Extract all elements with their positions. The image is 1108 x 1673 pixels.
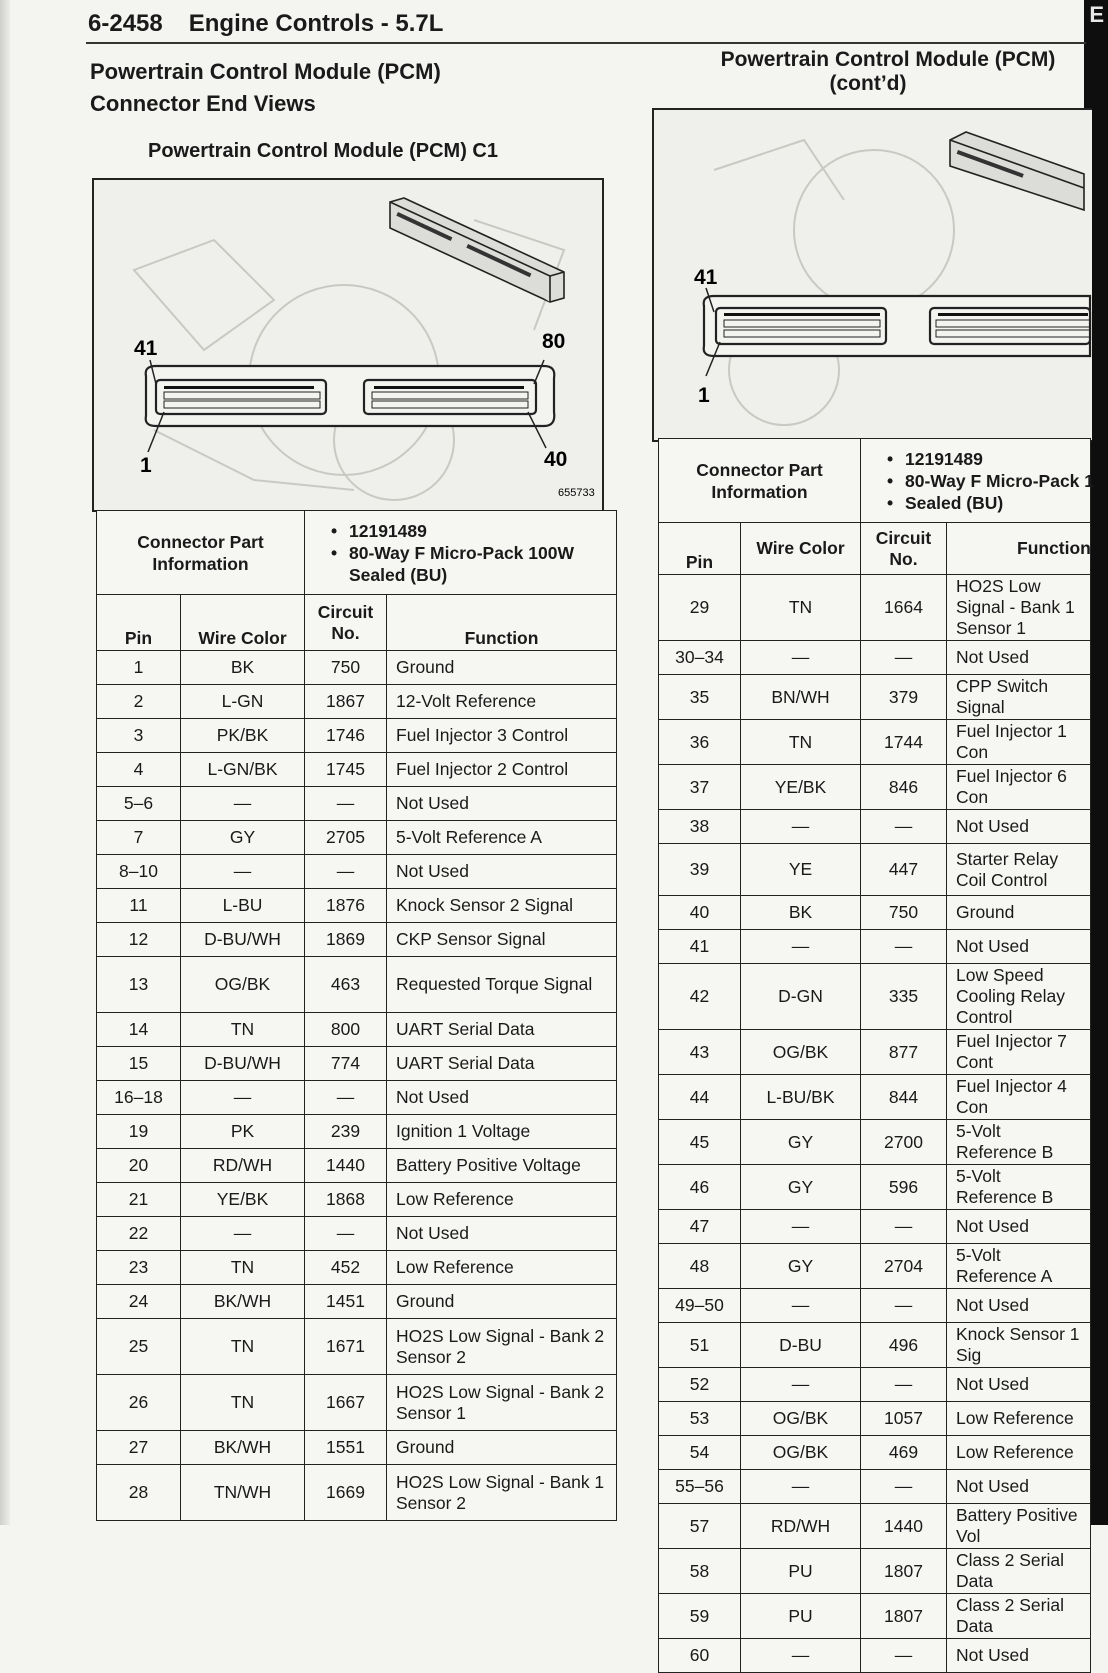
left-title-line1: Powertrain Control Module (PCM) bbox=[90, 59, 441, 84]
function-cell: Fuel Injector 2 Control bbox=[387, 753, 617, 787]
table-row bbox=[97, 1217, 617, 1251]
function-cell: Requested Torque Signal bbox=[387, 957, 617, 1013]
circuit-cell: 2700 bbox=[861, 1120, 947, 1165]
pin-label-40: 40 bbox=[544, 448, 568, 471]
wire-color-cell: PU bbox=[741, 1549, 861, 1594]
pin-cell: 51 bbox=[659, 1323, 741, 1368]
table-row bbox=[97, 1465, 617, 1521]
cpi-label-line2: Information bbox=[152, 553, 249, 574]
table-row bbox=[659, 896, 1091, 930]
table-row bbox=[659, 1210, 1091, 1244]
circuit-cell: 452 bbox=[305, 1251, 387, 1285]
wire-color-cell: L-BU bbox=[181, 889, 305, 923]
wire-color-cell: L-GN bbox=[181, 685, 305, 719]
table-row bbox=[97, 889, 617, 923]
wire-color-cell: GY bbox=[741, 1165, 861, 1210]
col-header-circuit bbox=[861, 523, 947, 575]
pin-label-1: 1 bbox=[140, 454, 152, 477]
col-header-circuit bbox=[305, 595, 387, 651]
circuit-cell: — bbox=[861, 930, 947, 964]
function-cell: 5-Volt Reference A bbox=[947, 1244, 1091, 1289]
function-cell: 5-Volt Reference B bbox=[947, 1120, 1091, 1165]
function-cell: 5-Volt Reference B bbox=[947, 1165, 1091, 1210]
col-header-function: Function bbox=[947, 523, 1091, 575]
circuit-cell: 1664 bbox=[861, 575, 947, 641]
table-row bbox=[659, 1289, 1091, 1323]
cpi-label-cell bbox=[97, 511, 305, 595]
wire-color-cell: — bbox=[741, 641, 861, 675]
pin-cell: 7 bbox=[97, 821, 181, 855]
pin-cell: 8–10 bbox=[97, 855, 181, 889]
circuit-cell: 877 bbox=[861, 1030, 947, 1075]
wire-color-cell: TN bbox=[181, 1319, 305, 1375]
circuit-cell: — bbox=[861, 1289, 947, 1323]
pin-cell: 59 bbox=[659, 1594, 741, 1639]
pin-cell: 35 bbox=[659, 675, 741, 720]
function-cell: Not Used bbox=[947, 1289, 1091, 1323]
pin-cell: 43 bbox=[659, 1030, 741, 1075]
table-row bbox=[97, 787, 617, 821]
cpi-item: • 80-Way F Micro-Pack 1 bbox=[887, 470, 1086, 492]
circuit-cell: — bbox=[305, 787, 387, 821]
circuit-cell: — bbox=[861, 1368, 947, 1402]
circuit-cell: 844 bbox=[861, 1075, 947, 1120]
wire-color-cell: YE bbox=[741, 844, 861, 896]
circuit-cell: — bbox=[305, 1217, 387, 1251]
pin-cell: 23 bbox=[97, 1251, 181, 1285]
circuit-cell: 596 bbox=[861, 1165, 947, 1210]
circuit-cell: 1451 bbox=[305, 1285, 387, 1319]
function-cell: Fuel Injector 7 Cont bbox=[947, 1030, 1091, 1075]
pin-cell: 20 bbox=[97, 1149, 181, 1183]
function-cell: UART Serial Data bbox=[387, 1013, 617, 1047]
function-cell: Not Used bbox=[947, 930, 1091, 964]
circuit-cell: 239 bbox=[305, 1115, 387, 1149]
wire-color-cell: GY bbox=[741, 1244, 861, 1289]
pin-cell: 57 bbox=[659, 1504, 741, 1549]
table-row bbox=[659, 1436, 1091, 1470]
pin-label-1: 1 bbox=[698, 384, 710, 407]
table-row bbox=[659, 720, 1091, 765]
col-header-pin: Pin bbox=[97, 595, 181, 651]
pin-cell: 47 bbox=[659, 1210, 741, 1244]
function-cell: Fuel Injector 4 Con bbox=[947, 1075, 1091, 1120]
table-row bbox=[659, 930, 1091, 964]
function-cell: HO2S Low Signal - Bank 2 Sensor 2 bbox=[387, 1319, 617, 1375]
pin-cell: 38 bbox=[659, 810, 741, 844]
cpi-label-cell bbox=[659, 439, 861, 523]
function-cell: HO2S Low Signal - Bank 2 Sensor 1 bbox=[387, 1375, 617, 1431]
table-row bbox=[659, 641, 1091, 675]
table-row bbox=[97, 821, 617, 855]
connector-drawing bbox=[94, 180, 602, 510]
table-row bbox=[97, 1013, 617, 1047]
wire-color-cell: L-GN/BK bbox=[181, 753, 305, 787]
circuit-cell: — bbox=[861, 810, 947, 844]
wire-color-cell: OG/BK bbox=[741, 1436, 861, 1470]
wire-color-cell: PK/BK bbox=[181, 719, 305, 753]
table-row bbox=[659, 964, 1091, 1030]
table-row bbox=[97, 1115, 617, 1149]
page-header bbox=[88, 10, 469, 38]
pin-cell: 5–6 bbox=[97, 787, 181, 821]
circuit-line1: Circuit bbox=[317, 601, 374, 622]
pin-cell: 49–50 bbox=[659, 1289, 741, 1323]
circuit-cell: 2704 bbox=[861, 1244, 947, 1289]
header-rule bbox=[86, 42, 1086, 44]
wire-color-cell: — bbox=[181, 855, 305, 889]
wire-color-cell: OG/BK bbox=[181, 957, 305, 1013]
cpi-values-cell bbox=[861, 439, 1095, 523]
left-title-line2: Connector End Views bbox=[90, 91, 316, 116]
pin-cell: 52 bbox=[659, 1368, 741, 1402]
circuit-cell: 496 bbox=[861, 1323, 947, 1368]
pin-cell: 3 bbox=[97, 719, 181, 753]
wire-color-cell: GY bbox=[741, 1120, 861, 1165]
table-row bbox=[659, 1030, 1091, 1075]
function-cell: Not Used bbox=[947, 1368, 1091, 1402]
table-row bbox=[659, 810, 1091, 844]
col-header-wire-color: Wire Color bbox=[181, 595, 305, 651]
wire-color-cell: D-GN bbox=[741, 964, 861, 1030]
wire-color-cell: BK/WH bbox=[181, 1285, 305, 1319]
circuit-cell: 1807 bbox=[861, 1549, 947, 1594]
circuit-cell: — bbox=[861, 641, 947, 675]
function-cell: Not Used bbox=[947, 1639, 1091, 1673]
table-row bbox=[97, 1183, 617, 1217]
function-cell: Not Used bbox=[387, 787, 617, 821]
function-cell: Ground bbox=[947, 896, 1091, 930]
cpi-label-line1: Connector Part bbox=[137, 531, 264, 552]
pin-cell: 26 bbox=[97, 1375, 181, 1431]
pin-table-right bbox=[658, 438, 1095, 1673]
function-cell: Knock Sensor 2 Signal bbox=[387, 889, 617, 923]
pin-cell: 46 bbox=[659, 1165, 741, 1210]
wire-color-cell: BK bbox=[741, 896, 861, 930]
function-cell: Not Used bbox=[387, 1217, 617, 1251]
circuit-cell: 1807 bbox=[861, 1594, 947, 1639]
left-subtitle: Powertrain Control Module (PCM) C1 bbox=[148, 140, 498, 162]
table-row bbox=[97, 1081, 617, 1115]
wire-color-cell: BK/WH bbox=[181, 1431, 305, 1465]
function-cell: Not Used bbox=[387, 855, 617, 889]
table-row bbox=[97, 1375, 617, 1431]
cpi-item: • 80-Way F Micro-Pack 100W Sealed (BU) bbox=[331, 542, 612, 586]
table-row bbox=[97, 923, 617, 957]
wire-color-cell: YE/BK bbox=[181, 1183, 305, 1217]
circuit-cell: 1746 bbox=[305, 719, 387, 753]
function-cell: Not Used bbox=[947, 641, 1091, 675]
circuit-cell: 1667 bbox=[305, 1375, 387, 1431]
circuit-cell: 335 bbox=[861, 964, 947, 1030]
circuit-cell: 1669 bbox=[305, 1465, 387, 1521]
wire-color-cell: OG/BK bbox=[741, 1030, 861, 1075]
pin-cell: 42 bbox=[659, 964, 741, 1030]
pin-cell: 19 bbox=[97, 1115, 181, 1149]
wire-color-cell: RD/WH bbox=[181, 1149, 305, 1183]
table-row bbox=[97, 1149, 617, 1183]
function-cell: Not Used bbox=[387, 1081, 617, 1115]
pin-label-80: 80 bbox=[542, 330, 566, 353]
circuit-cell: 750 bbox=[305, 651, 387, 685]
wire-color-cell: BN/WH bbox=[741, 675, 861, 720]
wire-color-cell: GY bbox=[181, 821, 305, 855]
pin-cell: 41 bbox=[659, 930, 741, 964]
table-row bbox=[659, 1120, 1091, 1165]
function-cell: Battery Positive Voltage bbox=[387, 1149, 617, 1183]
pin-cell: 21 bbox=[97, 1183, 181, 1217]
cpi-item: • 12191489 bbox=[331, 520, 612, 542]
pin-cell: 45 bbox=[659, 1120, 741, 1165]
spine-letter: E bbox=[1089, 2, 1104, 27]
circuit-cell: 1440 bbox=[861, 1504, 947, 1549]
pin-cell: 39 bbox=[659, 844, 741, 896]
wire-color-cell: BK bbox=[181, 651, 305, 685]
function-cell: HO2S Low Signal - Bank 1 Sensor 2 bbox=[387, 1465, 617, 1521]
circuit-cell: 379 bbox=[861, 675, 947, 720]
table-row bbox=[659, 1549, 1091, 1594]
function-cell: Not Used bbox=[947, 810, 1091, 844]
col-header-function: Function bbox=[387, 595, 617, 651]
circuit-cell: 1440 bbox=[305, 1149, 387, 1183]
pin-cell: 13 bbox=[97, 957, 181, 1013]
table-row bbox=[97, 1319, 617, 1375]
table-row bbox=[97, 1251, 617, 1285]
wire-color-cell: — bbox=[741, 1289, 861, 1323]
function-cell: Low Reference bbox=[947, 1402, 1091, 1436]
wire-color-cell: — bbox=[181, 1217, 305, 1251]
table-row bbox=[659, 575, 1091, 641]
connector-figure-cont bbox=[652, 108, 1092, 442]
function-cell: 12-Volt Reference bbox=[387, 685, 617, 719]
table-row bbox=[659, 1504, 1091, 1549]
function-cell: Low Reference bbox=[947, 1436, 1091, 1470]
circuit-cell: — bbox=[861, 1639, 947, 1673]
wire-color-cell: TN bbox=[181, 1375, 305, 1431]
function-cell: Fuel Injector 6 Con bbox=[947, 765, 1091, 810]
function-cell: Knock Sensor 1 Sig bbox=[947, 1323, 1091, 1368]
pin-cell: 60 bbox=[659, 1639, 741, 1673]
wire-color-cell: TN bbox=[181, 1013, 305, 1047]
connector-drawing-cont bbox=[654, 110, 1090, 440]
page-edge bbox=[0, 0, 10, 1525]
pin-cell: 4 bbox=[97, 753, 181, 787]
pin-cell: 54 bbox=[659, 1436, 741, 1470]
circuit-line2: No. bbox=[889, 548, 918, 569]
wire-color-cell: — bbox=[741, 810, 861, 844]
function-cell: HO2S Low Signal - Bank 1 Sensor 1 bbox=[947, 575, 1091, 641]
pin-cell: 55–56 bbox=[659, 1470, 741, 1504]
table-row bbox=[659, 1639, 1091, 1673]
pin-cell: 28 bbox=[97, 1465, 181, 1521]
wire-color-cell: PU bbox=[741, 1594, 861, 1639]
circuit-cell: 750 bbox=[861, 896, 947, 930]
circuit-cell: 1876 bbox=[305, 889, 387, 923]
pin-cell: 2 bbox=[97, 685, 181, 719]
circuit-cell: 1868 bbox=[305, 1183, 387, 1217]
right-title-line2: (cont’d) bbox=[829, 72, 907, 95]
circuit-cell: — bbox=[861, 1470, 947, 1504]
function-cell: Not Used bbox=[947, 1210, 1091, 1244]
table-row bbox=[97, 1431, 617, 1465]
wire-color-cell: TN bbox=[741, 575, 861, 641]
wire-color-cell: D-BU/WH bbox=[181, 923, 305, 957]
table-row bbox=[659, 1323, 1091, 1368]
pin-label-41: 41 bbox=[134, 337, 158, 360]
pin-cell: 58 bbox=[659, 1549, 741, 1594]
circuit-cell: 846 bbox=[861, 765, 947, 810]
function-cell: Ignition 1 Voltage bbox=[387, 1115, 617, 1149]
function-cell: Low Reference bbox=[387, 1251, 617, 1285]
function-cell: Fuel Injector 1 Con bbox=[947, 720, 1091, 765]
circuit-cell: 774 bbox=[305, 1047, 387, 1081]
function-cell: Low Speed Cooling Relay Control bbox=[947, 964, 1091, 1030]
circuit-cell: — bbox=[305, 1081, 387, 1115]
function-cell: Class 2 Serial Data bbox=[947, 1594, 1091, 1639]
table-row bbox=[659, 844, 1091, 896]
pin-cell: 22 bbox=[97, 1217, 181, 1251]
table-row bbox=[97, 685, 617, 719]
pin-cell: 1 bbox=[97, 651, 181, 685]
circuit-cell: — bbox=[305, 855, 387, 889]
wire-color-cell: — bbox=[741, 930, 861, 964]
circuit-cell: 1745 bbox=[305, 753, 387, 787]
wire-color-cell: TN/WH bbox=[181, 1465, 305, 1521]
table-row bbox=[97, 957, 617, 1013]
function-cell: Class 2 Serial Data bbox=[947, 1549, 1091, 1594]
function-cell: Starter Relay Coil Control bbox=[947, 844, 1091, 896]
pin-cell: 48 bbox=[659, 1244, 741, 1289]
function-cell: Battery Positive Vol bbox=[947, 1504, 1091, 1549]
pin-cell: 53 bbox=[659, 1402, 741, 1436]
table-row bbox=[659, 1402, 1091, 1436]
table-row bbox=[97, 719, 617, 753]
function-cell: Ground bbox=[387, 651, 617, 685]
circuit-cell: 1869 bbox=[305, 923, 387, 957]
function-cell: Low Reference bbox=[387, 1183, 617, 1217]
wire-color-cell: — bbox=[741, 1210, 861, 1244]
right-title-line1: Powertrain Control Module (PCM) bbox=[720, 48, 1056, 71]
table-row bbox=[659, 1075, 1091, 1120]
circuit-cell: 1551 bbox=[305, 1431, 387, 1465]
wire-color-cell: D-BU/WH bbox=[181, 1047, 305, 1081]
wire-color-cell: — bbox=[181, 1081, 305, 1115]
pin-cell: 40 bbox=[659, 896, 741, 930]
function-cell: CKP Sensor Signal bbox=[387, 923, 617, 957]
table-row bbox=[97, 651, 617, 685]
pin-cell: 30–34 bbox=[659, 641, 741, 675]
cpi-item: • Sealed (BU) bbox=[887, 492, 1086, 514]
table-row bbox=[659, 765, 1091, 810]
wire-color-cell: — bbox=[741, 1368, 861, 1402]
pin-label-41: 41 bbox=[694, 266, 718, 289]
circuit-cell: 2705 bbox=[305, 821, 387, 855]
pin-cell: 12 bbox=[97, 923, 181, 957]
circuit-cell: — bbox=[861, 1210, 947, 1244]
function-cell: UART Serial Data bbox=[387, 1047, 617, 1081]
function-cell: Ground bbox=[387, 1431, 617, 1465]
col-header-wire-color: Wire Color bbox=[741, 523, 861, 575]
wire-color-cell: OG/BK bbox=[741, 1402, 861, 1436]
connector-figure-c1 bbox=[92, 178, 604, 512]
section-title: Engine Controls - 5.7L bbox=[188, 10, 444, 37]
table-row bbox=[659, 1244, 1091, 1289]
table-row bbox=[659, 1594, 1091, 1639]
table-row bbox=[97, 753, 617, 787]
cpi-values-cell bbox=[305, 511, 617, 595]
pin-cell: 27 bbox=[97, 1431, 181, 1465]
function-cell: Not Used bbox=[947, 1470, 1091, 1504]
right-title bbox=[708, 48, 1068, 96]
table-row bbox=[97, 1285, 617, 1319]
circuit-line1: Circuit bbox=[875, 527, 932, 548]
circuit-cell: 1671 bbox=[305, 1319, 387, 1375]
circuit-cell: 1867 bbox=[305, 685, 387, 719]
circuit-cell: 447 bbox=[861, 844, 947, 896]
pin-cell: 11 bbox=[97, 889, 181, 923]
wire-color-cell: RD/WH bbox=[741, 1504, 861, 1549]
pin-cell: 44 bbox=[659, 1075, 741, 1120]
wire-color-cell: TN bbox=[181, 1251, 305, 1285]
col-header-pin: Pin bbox=[659, 523, 741, 575]
cpi-label-line2: Information bbox=[711, 481, 808, 502]
table-row bbox=[659, 1165, 1091, 1210]
circuit-cell: 1057 bbox=[861, 1402, 947, 1436]
figure-id: 655733 bbox=[558, 487, 595, 499]
function-cell: 5-Volt Reference A bbox=[387, 821, 617, 855]
table-row bbox=[659, 675, 1091, 720]
wire-color-cell: TN bbox=[741, 720, 861, 765]
circuit-cell: 463 bbox=[305, 957, 387, 1013]
pin-cell: 16–18 bbox=[97, 1081, 181, 1115]
page-number: 6-2458 bbox=[88, 10, 163, 37]
wire-color-cell: — bbox=[741, 1639, 861, 1673]
pin-cell: 36 bbox=[659, 720, 741, 765]
pin-cell: 14 bbox=[97, 1013, 181, 1047]
table-row bbox=[659, 1470, 1091, 1504]
cpi-item: • 12191489 bbox=[887, 448, 1086, 470]
pin-cell: 24 bbox=[97, 1285, 181, 1319]
table-row bbox=[97, 855, 617, 889]
function-cell: Ground bbox=[387, 1285, 617, 1319]
pin-cell: 29 bbox=[659, 575, 741, 641]
wire-color-cell: — bbox=[741, 1470, 861, 1504]
pin-cell: 15 bbox=[97, 1047, 181, 1081]
circuit-cell: 469 bbox=[861, 1436, 947, 1470]
wire-color-cell: PK bbox=[181, 1115, 305, 1149]
pin-cell: 37 bbox=[659, 765, 741, 810]
wire-color-cell: L-BU/BK bbox=[741, 1075, 861, 1120]
table-row bbox=[97, 1047, 617, 1081]
function-cell: Fuel Injector 3 Control bbox=[387, 719, 617, 753]
pin-cell: 25 bbox=[97, 1319, 181, 1375]
circuit-line2: No. bbox=[331, 622, 360, 643]
wire-color-cell: D-BU bbox=[741, 1323, 861, 1368]
table-row bbox=[659, 1368, 1091, 1402]
circuit-cell: 1744 bbox=[861, 720, 947, 765]
left-title bbox=[90, 56, 441, 120]
pin-table-left bbox=[96, 510, 617, 1521]
wire-color-cell: — bbox=[181, 787, 305, 821]
function-cell: CPP Switch Signal bbox=[947, 675, 1091, 720]
wire-color-cell: YE/BK bbox=[741, 765, 861, 810]
cpi-label-line1: Connector Part bbox=[696, 459, 823, 480]
circuit-cell: 800 bbox=[305, 1013, 387, 1047]
